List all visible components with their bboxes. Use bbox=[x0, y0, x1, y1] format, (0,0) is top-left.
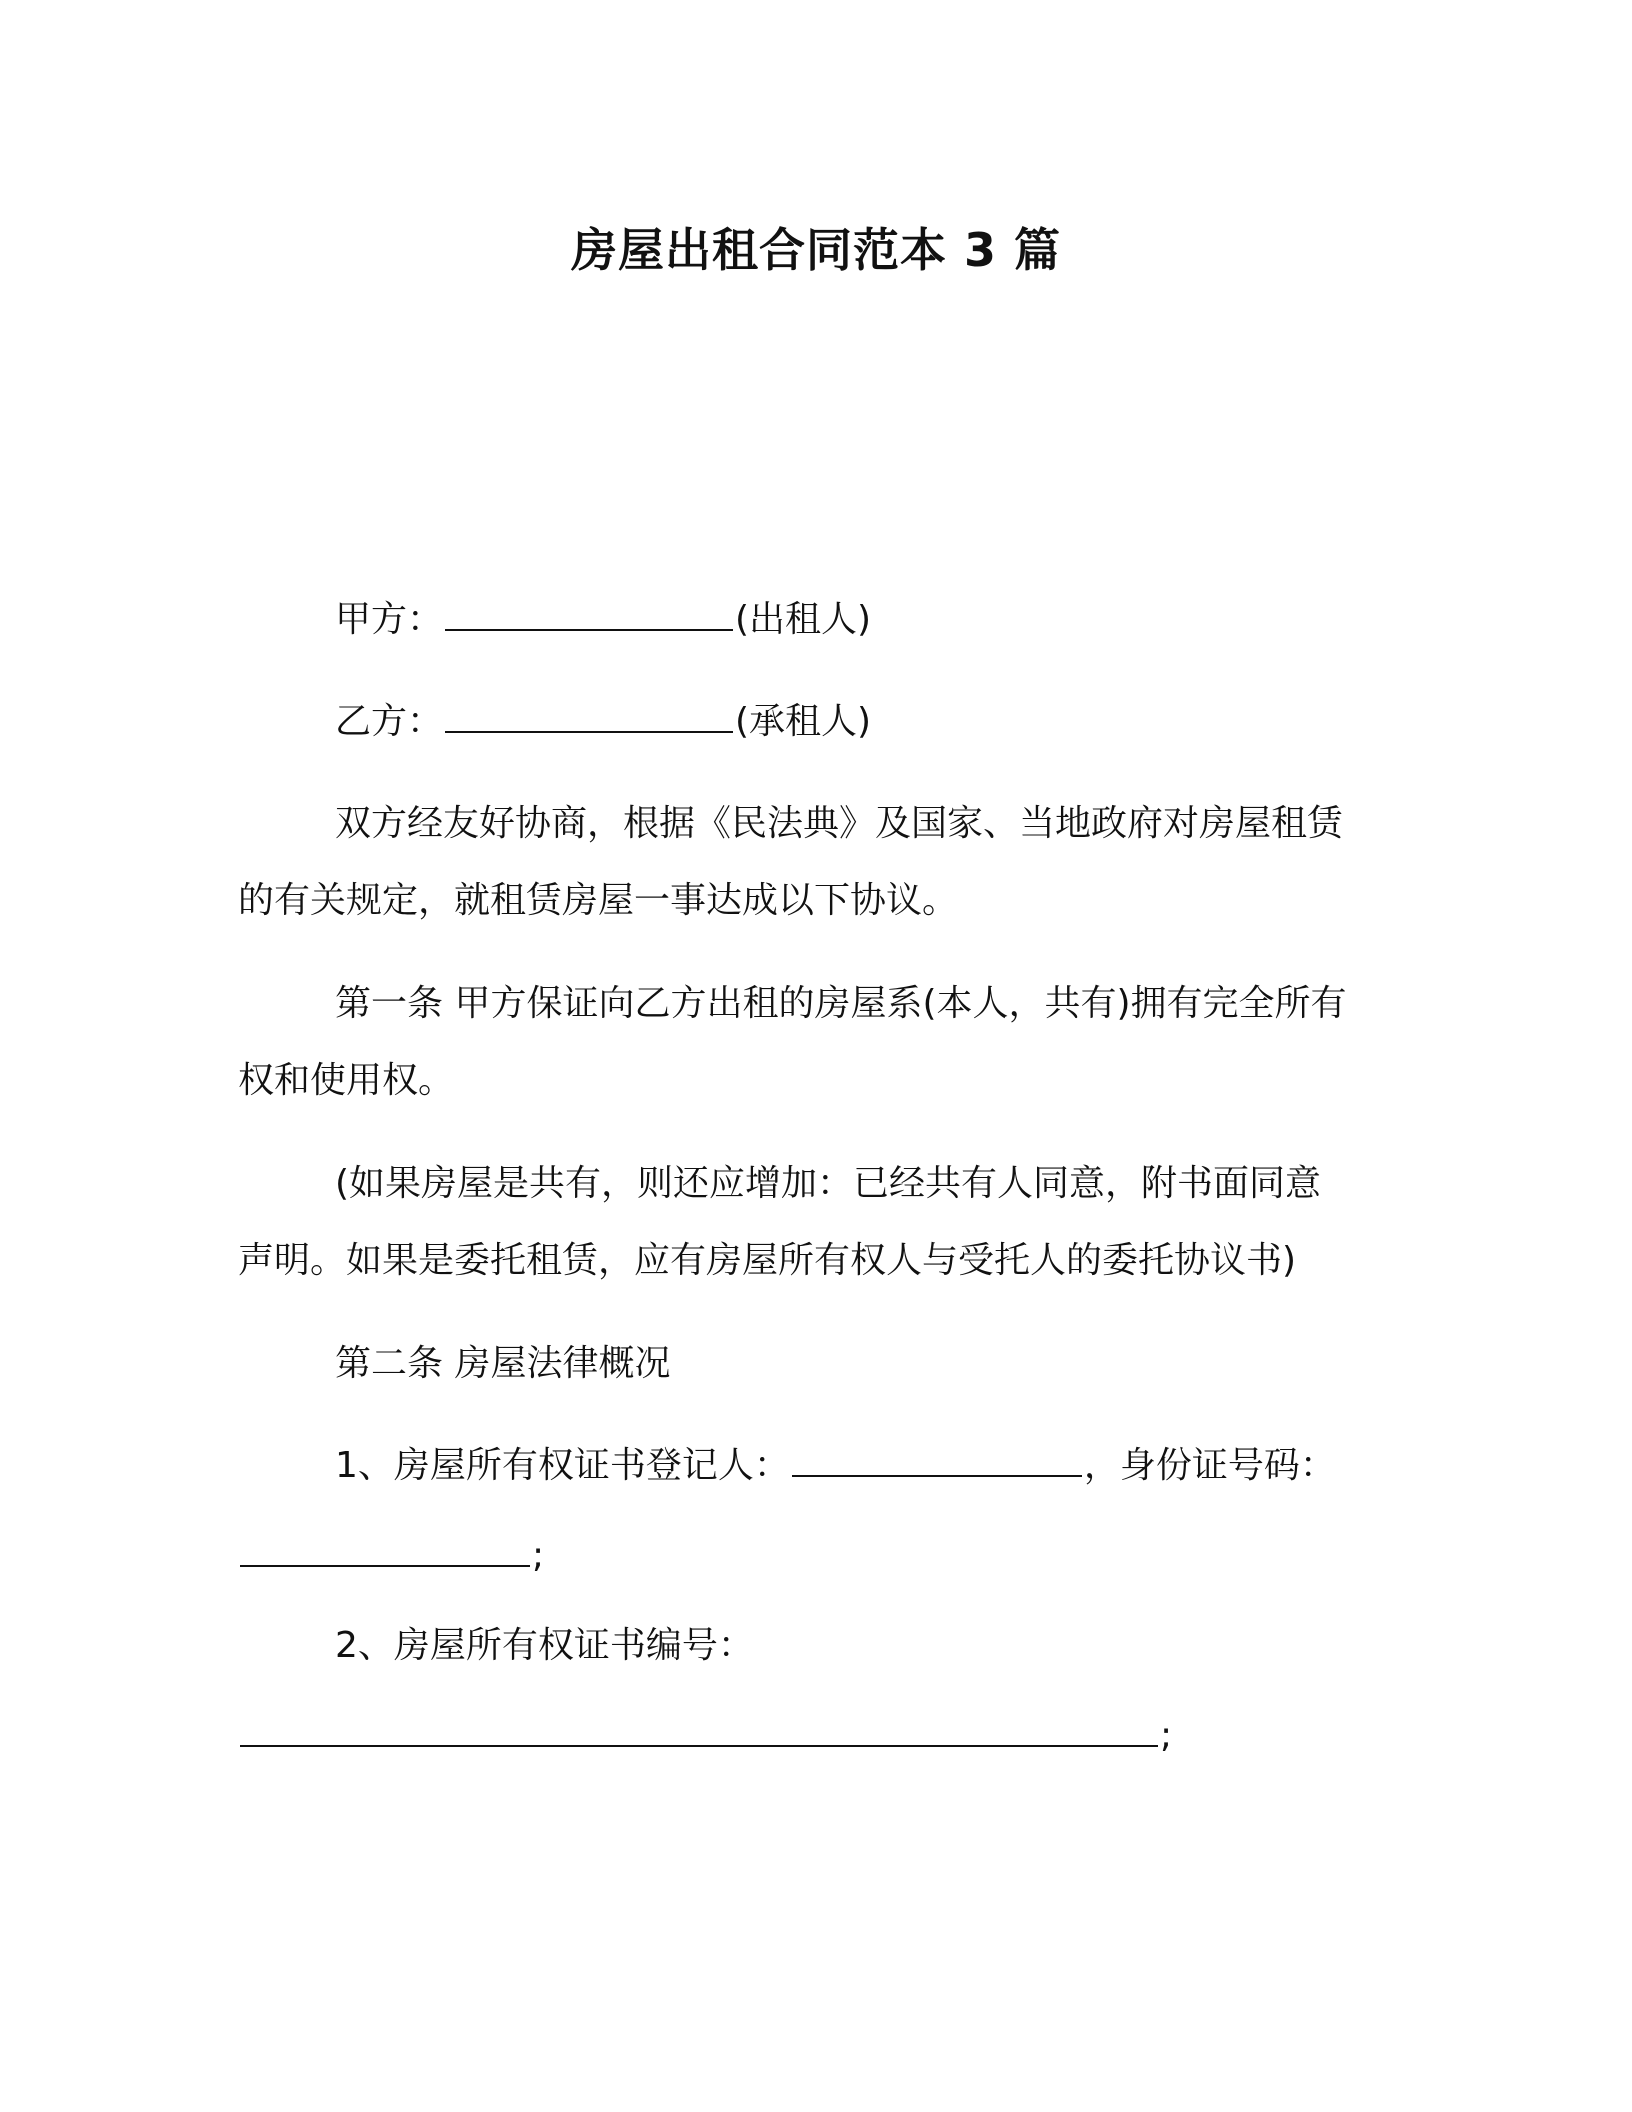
article2-heading: 第二条 房屋法律概况 bbox=[335, 1343, 671, 1384]
party-b-line bbox=[335, 696, 871, 748]
item2-end: ; bbox=[1160, 1715, 1173, 1756]
certificate-number-blank bbox=[240, 1715, 1158, 1747]
intro-line-1: 双方经友好协商，根据《民法典》及国家、当地政府对房屋租赁 bbox=[335, 803, 1344, 844]
party-b-label: 乙方： bbox=[335, 701, 444, 742]
note-line-2: 声明。如果是委托租赁，应有房屋所有权人与受托人的委托协议书) bbox=[238, 1240, 1297, 1281]
article2-item1-cont bbox=[238, 1530, 544, 1582]
party-a-label: 甲方： bbox=[335, 599, 444, 640]
article2-item2-cont bbox=[238, 1710, 1172, 1762]
intro-line-2: 的有关规定，就租赁房屋一事达成以下协议。 bbox=[238, 880, 959, 921]
party-a-line bbox=[335, 594, 871, 646]
document-title: 房屋出租合同范本 3 篇 bbox=[570, 223, 1062, 277]
article1-line-2: 权和使用权。 bbox=[238, 1060, 455, 1101]
party-b-blank bbox=[445, 701, 733, 733]
party-a-blank bbox=[445, 599, 733, 631]
note-line-1: (如果房屋是共有，则还应增加：已经共有人同意，附书面同意 bbox=[335, 1163, 1322, 1204]
item1-label: 1、房屋所有权证书登记人： bbox=[335, 1445, 790, 1486]
article1-line-1: 第一条 甲方保证向乙方出租的房屋系(本人，共有)拥有完全所有 bbox=[335, 983, 1347, 1024]
article2-item2-line: 2、房屋所有权证书编号： bbox=[335, 1625, 754, 1666]
party-b-role: (承租人) bbox=[735, 701, 872, 742]
registrant-blank bbox=[792, 1445, 1082, 1477]
article2-item1-line bbox=[335, 1440, 1336, 1492]
item1-mid: ，身份证号码： bbox=[1083, 1445, 1336, 1486]
item1-end: ; bbox=[532, 1535, 545, 1576]
party-a-role: (出租人) bbox=[735, 599, 872, 640]
id-number-blank bbox=[240, 1535, 530, 1567]
